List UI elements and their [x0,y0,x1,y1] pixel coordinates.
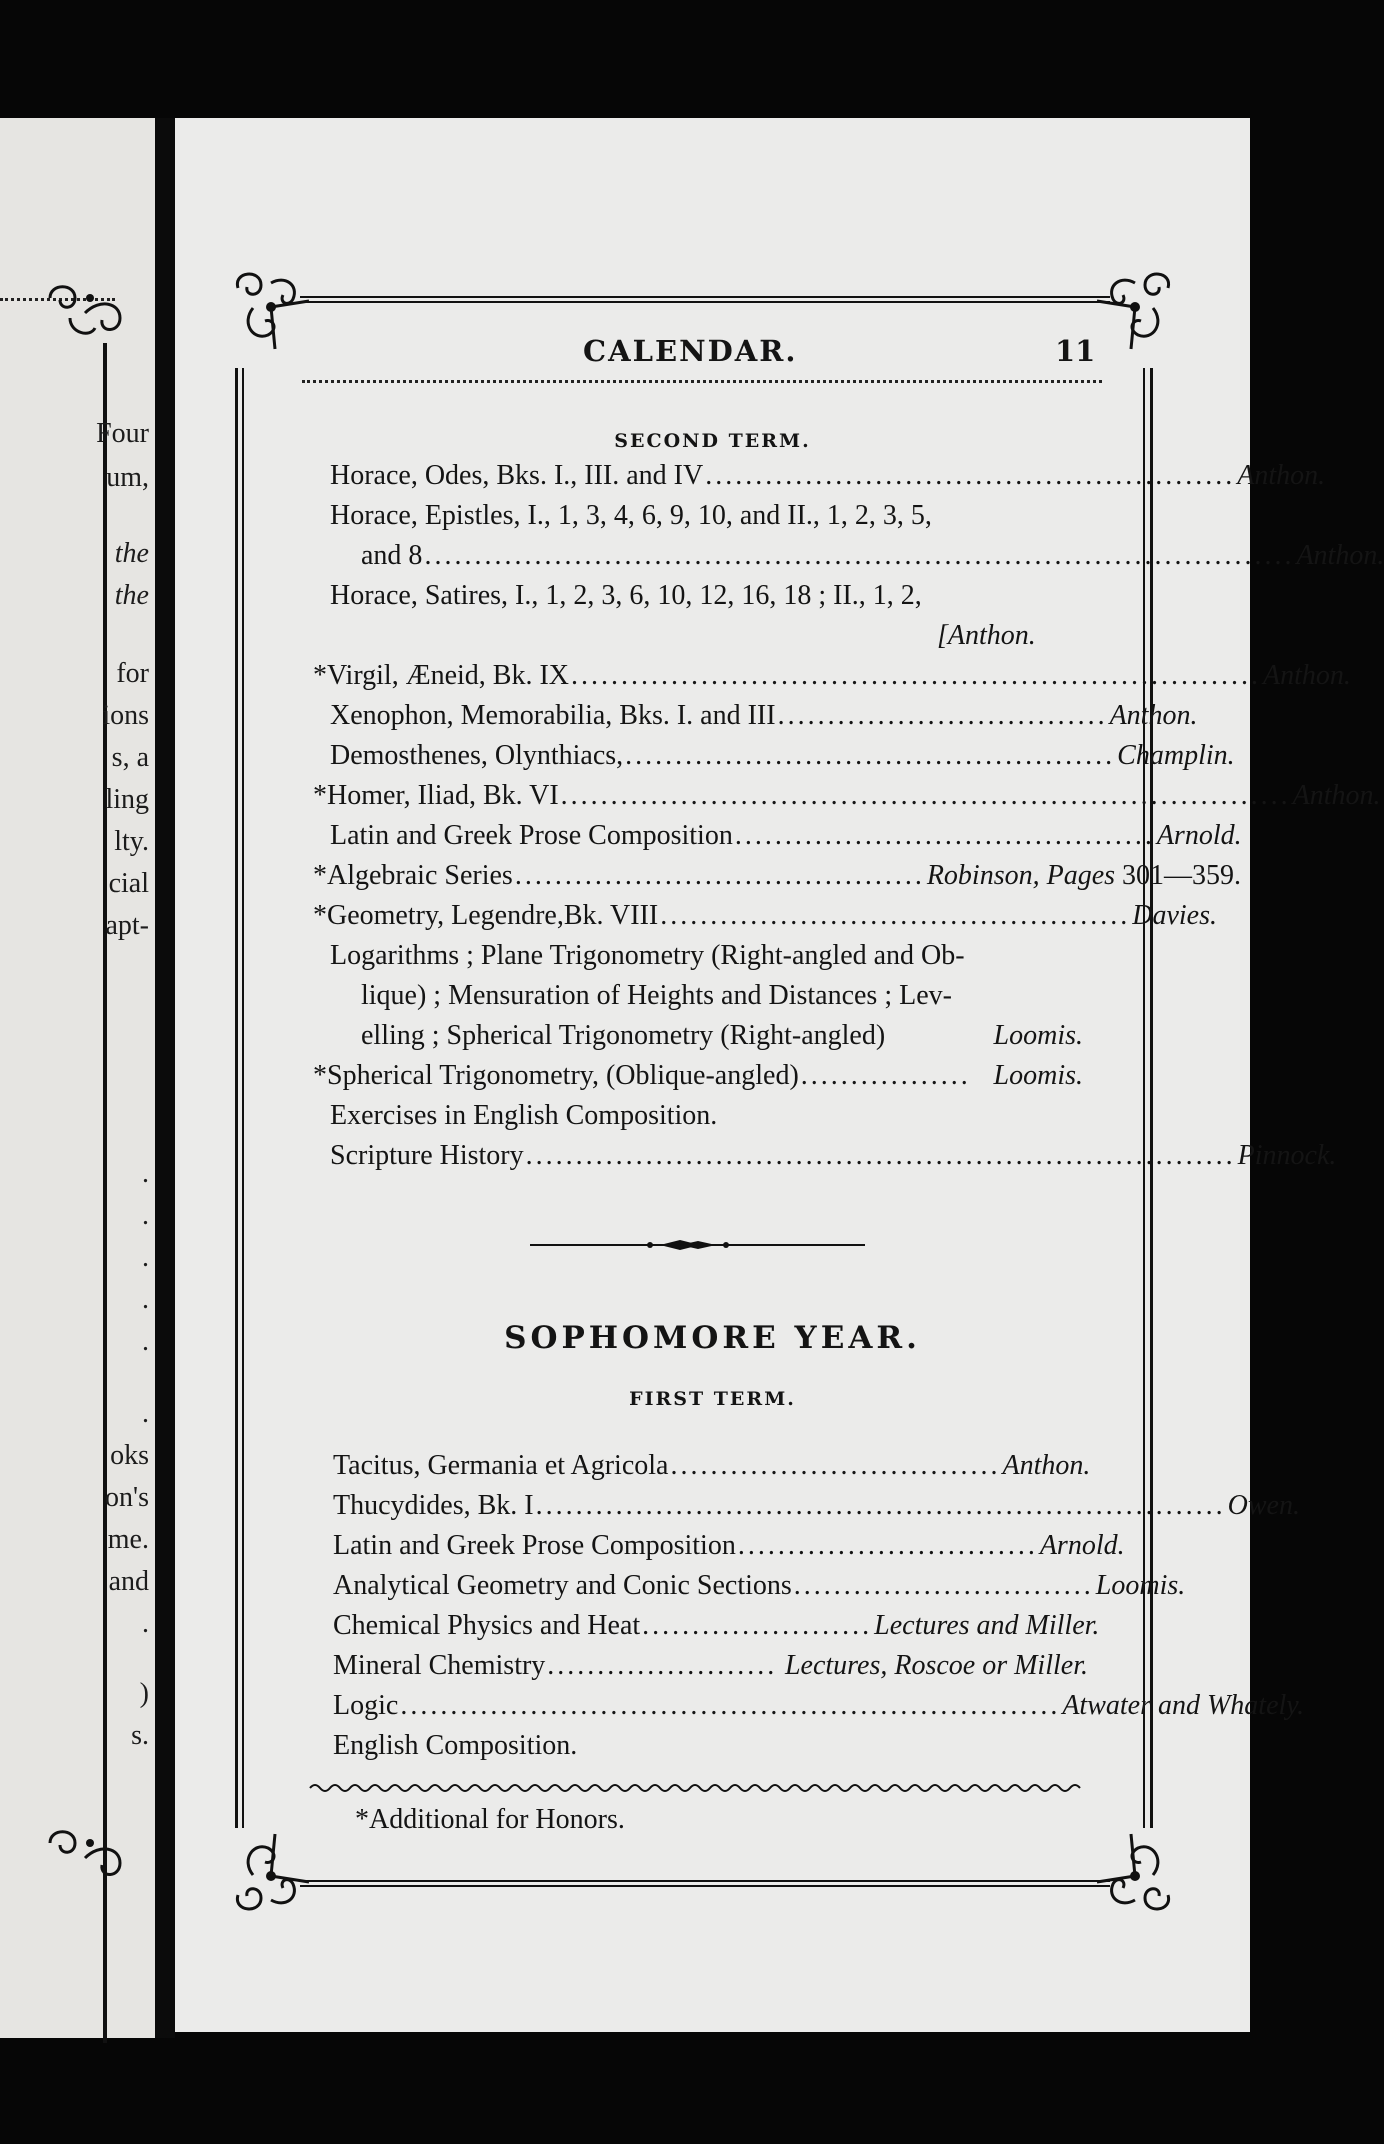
course-entry: Xenophon, Memorabilia, Bks. I. and III ................................. Anthon. [330,700,1198,731]
course-entry: Horace, Epistles, I., 1, 3, 4, 6, 9, 10, and II., 1, 2, 3, 5, [330,500,932,531]
course-entry: and 8 ....................................................................................... Anthon. [361,540,1384,571]
left-text-fragment: . [142,1284,149,1315]
course-entry: *Homer, Iliad, Bk. VI ......................................................................... Anthon. [313,780,1381,811]
left-text-fragment: the [114,538,149,569]
frame-left-rule-inner [242,368,244,1828]
corner-ornament-top-left [223,263,313,353]
frame-left-rule [235,368,238,1828]
left-text-fragment: . [142,1608,149,1639]
left-text-fragment: ling [105,784,149,815]
corner-ornament-bottom-right [1093,1830,1183,1920]
calendar-page [175,118,1384,2032]
course-entry: Chemical Physics and Heat ....................... Lectures and Miller. [333,1610,1100,1641]
frame-right-rule-inner [1143,368,1145,1828]
left-text-fragment: . [142,1158,149,1189]
left-text-fragment: apt- [105,910,149,941]
left-text-fragment: cial [108,868,149,899]
left-text-fragment: . [142,1200,149,1231]
corner-ornament-bottom-left [223,1830,313,1920]
frame-right-rule [1150,368,1153,1828]
left-text-fragment: for [116,658,149,689]
sophomore-year-title: SOPHOMORE YEAR. [504,1320,921,1356]
second-term-heading: SECOND TERM. [614,430,811,452]
header-dotted-rule [302,380,1102,383]
page-number: 11 [1055,334,1096,368]
course-entry: English Composition. [333,1730,578,1761]
course-entry: Mineral Chemistry ....................... Lectures, Roscoe or Miller. [333,1650,1088,1681]
course-entry: Analytical Geometry and Conic Sections .............................. Loomis. [333,1570,1186,1601]
course-entry: Thucydides, Bk. I ..................................................................... Owen. [333,1490,1300,1521]
course-entry: *Spherical Trigonometry, (Oblique-angled) ................. Loomis. [313,1060,1083,1091]
left-text-fragment: and [108,1566,149,1597]
course-entry: Exercises in English Composition. [330,1100,718,1131]
left-text-fragment: oks [110,1440,149,1471]
left-text-fragment: on's [105,1482,149,1513]
frame-bottom-rule-inner [300,1885,1110,1887]
section-separator [530,1230,865,1260]
course-entry: elling ; Spherical Trigonometry (Right-angled) Loomis. [361,1020,1083,1051]
left-text-fragment: s, a [111,742,149,773]
course-entry: Horace, Satires, I., 1, 2, 3, 6, 10, 12, 16, 18 ; II., 1, 2, [330,580,922,611]
left-text-fragment: lty. [114,826,149,857]
course-entry: Latin and Greek Prose Composition .............................. Arnold. [333,1530,1125,1561]
running-head-title: CALENDAR. [583,334,798,368]
left-text-fragment: . [142,1326,149,1357]
course-entry: Demosthenes, Olynthiacs, ................................................. Champlin. [330,740,1235,771]
left-text-fragment: . [142,1398,149,1429]
frame-top-rule [300,296,1110,298]
first-term-heading: FIRST TERM. [629,1388,796,1410]
course-entry: *Geometry, Legendre,Bk. VIII ............................................... Davies. [313,900,1217,931]
left-text-fragment: ions [102,700,149,731]
course-entry: lique) ; Mensuration of Heights and Distances ; Lev- [361,980,952,1011]
frame-top-rule-inner [300,301,1110,303]
course-entry: *Algebraic Series ......................................... Robinson, Pages 301—359. [313,860,1242,891]
left-page-fragment [0,118,155,2038]
left-text-fragment: me. [107,1524,149,1555]
left-text-fragment: Four [96,418,149,449]
left-page-border [103,343,107,2043]
left-bottom-ornament [40,1823,130,1893]
course-entry-author: [Anthon. [937,620,1036,651]
left-text-fragment: s. [131,1720,149,1751]
course-entry: Latin and Greek Prose Composition .......................................... Arnold. [330,820,1242,851]
course-entry: *Virgil, Æneid, Bk. IX ..................................................................... Anthon. [313,660,1351,691]
left-text-fragment: um, [106,462,149,493]
course-entry: Tacitus, Germania et Agricola ................................. Anthon. [333,1450,1091,1481]
footnote: *Additional for Honors. [355,1804,625,1835]
frame-bottom-rule [300,1880,1110,1882]
course-entry: Scripture History ....................................................................... Pinnock. [330,1140,1337,1171]
course-entry: Horace, Odes, Bks. I., III. and IV ..................................................... Anthon. [330,460,1326,491]
left-corner-ornament [40,278,130,348]
left-text-fragment: . [142,1242,149,1273]
book-gutter [155,118,175,2038]
wavy-rule [310,1782,1080,1794]
left-text-fragment: the [114,580,149,611]
course-entry: Logic .................................................................. Atwater and Whately. [333,1690,1305,1721]
corner-ornament-top-right [1093,263,1183,353]
course-entry: Logarithms ; Plane Trigonometry (Right-angled and Ob- [330,940,965,971]
left-text-fragment: ) [139,1678,149,1709]
